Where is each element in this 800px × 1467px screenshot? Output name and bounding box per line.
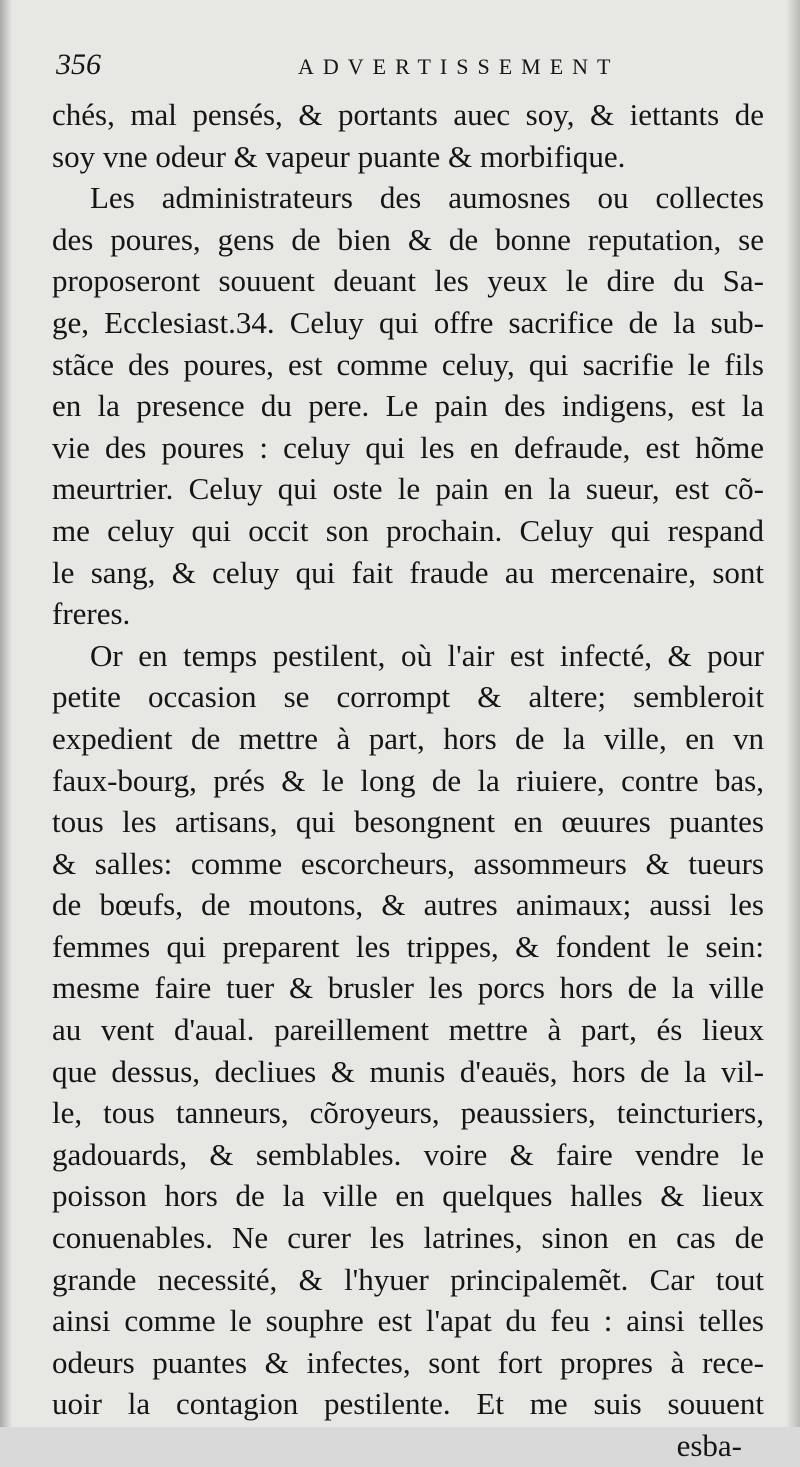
text-line: de bœufs, de moutons, & autres animaux; aussi les <box>52 887 764 923</box>
text-line: stãce des poures, est comme celuy, qui sacrifie le fils <box>52 346 764 382</box>
text-line: meurtrier. Celuy qui oste le pain en la sueur, est cõ- <box>52 471 764 507</box>
text-line: me celuy qui occit son prochain. Celuy qui respand <box>52 512 764 548</box>
text-line: que dessus, decliues & munis d'eauës, hors de la vil- <box>52 1053 764 1089</box>
text-line: Or en temps pestilent, où l'air est infecté, & pour <box>90 637 764 673</box>
text-line: ainsi comme le souphre est l'apat du feu : ainsi telles <box>52 1303 764 1339</box>
page-edge-left <box>0 0 12 1427</box>
text-line: faux-bourg, prés & le long de la riuiere, contre bas, <box>52 762 764 798</box>
text-line: poisson hors de la ville en quelques halles & lieux <box>52 1178 764 1214</box>
text-line: expedient de mettre à part, hors de la ville, en vn <box>52 720 764 756</box>
text-line: Les administrateurs des aumosnes ou collectes <box>90 180 764 216</box>
text-line: le, tous tanneurs, cõroyeurs, peaussiers, teincturiers, <box>52 1095 764 1131</box>
text-line: & salles: comme escorcheurs, assommeurs & tueurs <box>52 845 764 881</box>
text-line: mesme faire tuer & brusler les porcs hors de la ville <box>52 970 764 1006</box>
text-line: ge, Ecclesiast.34. Celuy qui offre sacrifice de la sub- <box>52 304 764 340</box>
text-line: grande necessité, & l'hyuer principalemẽt. Car tout <box>52 1261 764 1297</box>
page-edge-right <box>786 0 800 1427</box>
text-line: proposeront souuent deuant les yeux le dire du Sa- <box>52 263 764 299</box>
page-header <box>56 48 776 88</box>
text-line: le sang, & celuy qui fait fraude au mercenaire, sont <box>52 554 764 590</box>
text-line: tous les artisans, qui besongnent en œuures puantes <box>52 804 764 840</box>
text-line: femmes qui preparent les trippes, & fondent le sein: <box>52 928 764 964</box>
text-line: vie des poures : celuy qui les en defraude, est hõme <box>52 429 764 465</box>
text-line: freres. <box>52 596 131 632</box>
text-line: chés, mal pensés, & portants auec soy, & iettants de <box>52 97 764 132</box>
body-text <box>52 94 764 1467</box>
page-number: 356 <box>56 48 101 81</box>
text-line: conuenables. Ne curer les latrines, sinon en cas de <box>52 1220 764 1256</box>
text-line: en la presence du pere. Le pain des indigens, est la <box>52 388 764 424</box>
text-line: gadouards, & semblables. voire & faire vendre le <box>52 1136 764 1172</box>
text-line: petite occasion se corrompt & altere; sembleroit <box>52 679 764 715</box>
catchword: esba- <box>676 1428 742 1463</box>
text-line: uoir la contagion pestilente. Et me suis souuent <box>52 1386 764 1422</box>
text-line: odeurs puantes & infectes, sont fort propres à rece- <box>52 1344 764 1380</box>
running-head: ADVERTISSEMENT <box>298 54 620 79</box>
text-line: des poures, gens de bien & de bonne reputation, se <box>52 221 764 257</box>
text-line: au vent d'aual. pareillement mettre à part, és lieux <box>52 1012 764 1048</box>
text-line: soy vne odeur & vapeur puante & morbifique. <box>52 138 626 174</box>
